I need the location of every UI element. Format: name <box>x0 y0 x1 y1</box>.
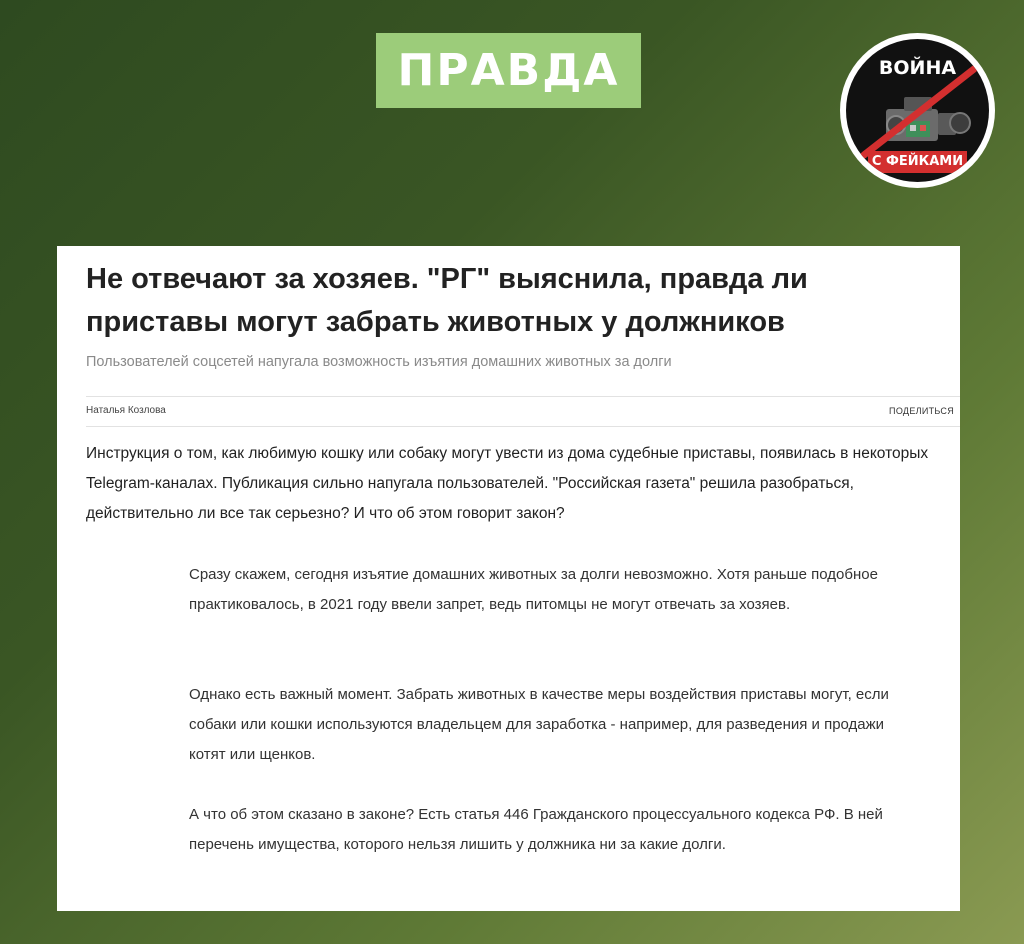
article-lead: Инструкция о том, как любимую кошку или собаку могут увести из дома судебные приставы, появилась в некоторых Telegram-каналах. Публикация сильно напугала пользователей. "Российская газета" решила разобраться, действительно ли все так серьезно? И что об этом говорит закон? <box>86 445 929 522</box>
author-link[interactable]: Наталья Козлова <box>86 405 166 416</box>
divider <box>86 396 960 397</box>
pravda-badge: ПРАВДА <box>376 33 641 108</box>
divider <box>86 426 960 427</box>
article-card <box>57 246 960 911</box>
article-paragraph: А что об этом сказано в законе? Есть статья 446 Гражданского процессуального кодекса РФ. В ней перечень имущества, которого нельзя лишить у должника ни за какие долги. <box>189 806 883 853</box>
logo-bottom-text: С ФЕЙКАМИ <box>868 151 967 173</box>
article-paragraph: Сразу скажем, сегодня изъятие домашних животных за долги невозможно. Хотя раньше подобное практиковалось, в 2021 году ввели запрет, ведь питомцы не могут отвечать за хозяев. <box>189 566 878 613</box>
logo-circle <box>846 39 989 182</box>
share-button[interactable]: ПОДЕЛИТЬСЯ <box>889 406 954 416</box>
article-title: Не отвечают за хозяев. "РГ" выяснила, правда ли приставы могут забрать животных у должников <box>86 263 808 338</box>
article-paragraph: Однако есть важный момент. Забрать животных в качестве меры воздействия приставы могут, если собаки или кошки используются владельцем для заработка - например, для разведения и продажи котят или щенков. <box>189 686 889 763</box>
voyna-s-feykami-logo <box>840 33 995 188</box>
article-subtitle: Пользователей соцсетей напугала возможность изъятия домашних животных за долги <box>86 354 672 370</box>
logo-top-text: ВОЙНА <box>878 57 957 79</box>
